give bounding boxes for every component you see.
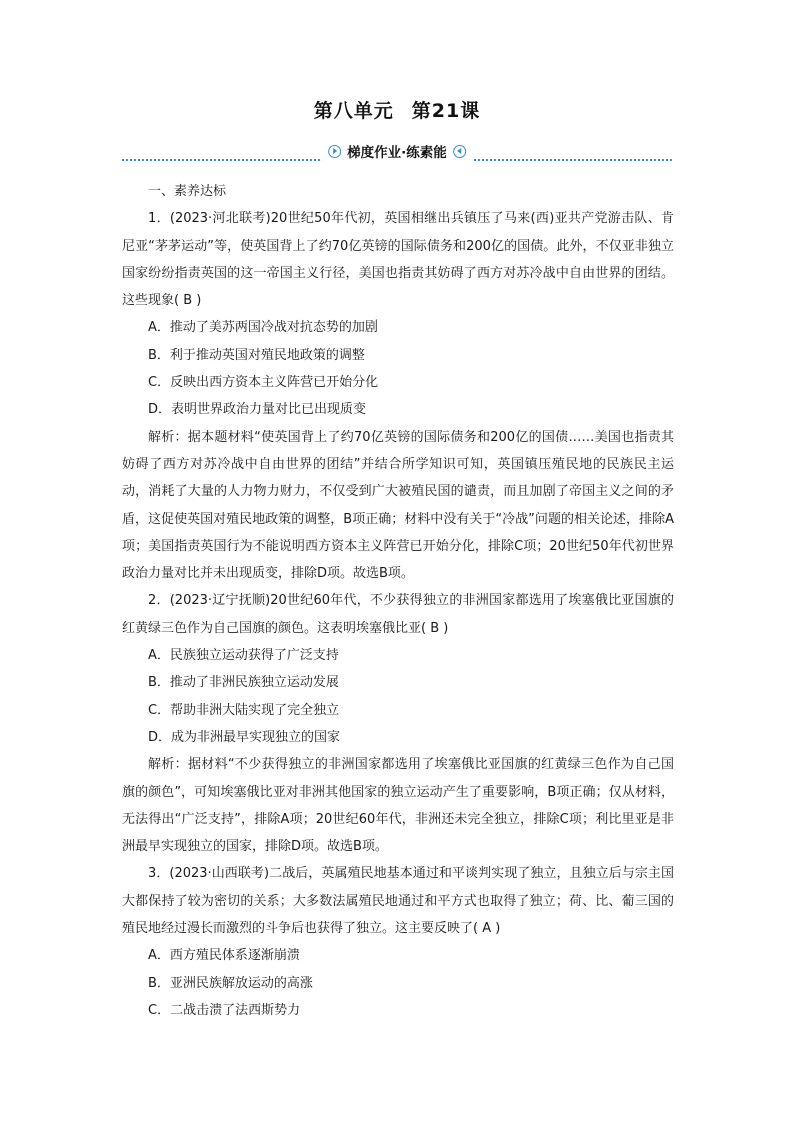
- option-d: D．表明世界政治力量对比已出现质变: [148, 402, 367, 418]
- question-stem: 2．(2023·辽宁抚顺)20世纪60年代，不少获得独立的非洲国家都选用了埃塞俄比亚国旗的红黄绿三色作为自己国旗的颜色。这表明埃塞俄比亚( B ): [122, 593, 674, 636]
- option-b: B．亚洲民族解放运动的高涨: [148, 975, 313, 991]
- section-heading: 一、素养达标: [148, 184, 227, 199]
- option-a: A．西方殖民体系逐渐崩溃: [148, 948, 300, 964]
- option-b: B．推动了非洲民族独立运动发展: [148, 675, 339, 691]
- option-c: C．帮助非洲大陆实现了完全独立: [148, 702, 340, 718]
- question-analysis: 解析：据本题材料“使英国背上了约70亿英镑的国际债务和200亿的国债……美国也指责其妨碍了西方对苏冷战中自由世界的团结”并结合所学知识可知，英国镇压殖民地的民族民主运动，消耗了大量的人力物力财力，不仅受到广大被殖民国的谴责，而且加剧了帝国主义之间的矛盾，这促使英国对殖民地政策的调整，B项正确；材料中没有关于“冷战”问题的相关论述，排除A项；美国指责英国行为不能说明西方资本主义阵营已开始分化，排除C项；20世纪50年代初世界政治力量对比并未出现质变，排除D项。故选B项。: [122, 429, 674, 582]
- question-stem: 3．(2023·山西联考)二战后，英属殖民地基本通过和平谈判实现了独立，且独立后与宗主国大都保持了较为密切的关系；大多数法属殖民地通过和平方式也取得了独立；荷、比、葡三国的殖民地经过漫长而激烈的斗争后也获得了独立。这主要反映了( A ): [122, 866, 674, 937]
- arrow-left-icon: [453, 145, 466, 158]
- option-b: B．利于推动英国对殖民地政策的调整: [148, 347, 365, 363]
- banner-text: 梯度作业·练素能: [347, 145, 447, 161]
- unit-title: 第八单元: [313, 100, 394, 122]
- option-a: A．推动了美苏两国冷战对抗态势的加剧: [148, 320, 378, 336]
- banner-label: [322, 140, 472, 162]
- page-title: [0, 96, 794, 123]
- question-stem: 1．(2023·河北联考)20世纪50年代初，英国相继出兵镇压了马来(西)亚共产党游击队、肯尼亚“茅茅运动”等，使英国背上了约70亿英镑的国际债务和200亿的国债。此外，不仅亚非独立国家纷纷指责英国的这一帝国主义行径，美国也指责其妨碍了西方对苏冷战中自由世界的团结。这些现象( B ): [122, 211, 674, 309]
- exercise-content: [122, 178, 674, 1024]
- question-analysis: 解析：据材料“不少获得独立的非洲国家都选用了埃塞俄比亚国旗的红黄绿三色作为自己国旗的颜色”，可知埃塞俄比亚对非洲其他国家的独立运动产生了重要影响，B项正确；仅从材料，无法得出“广泛支持”，排除A项；20世纪60年代，非洲还未完全独立，排除C项；利比里亚是非洲最早实现独立的国家，排除D项。故选B项。: [122, 757, 674, 855]
- option-c: C．反映出西方资本主义阵营已开始分化: [148, 375, 379, 391]
- lesson-title: 第21课: [411, 100, 481, 122]
- option-c: C．二战击溃了法西斯势力: [148, 1002, 301, 1018]
- section-banner: [122, 140, 672, 166]
- arrow-right-icon: [328, 145, 341, 158]
- option-a: A．民族独立运动获得了广泛支持: [148, 648, 339, 664]
- option-d: D．成为非洲最早实现独立的国家: [148, 729, 341, 745]
